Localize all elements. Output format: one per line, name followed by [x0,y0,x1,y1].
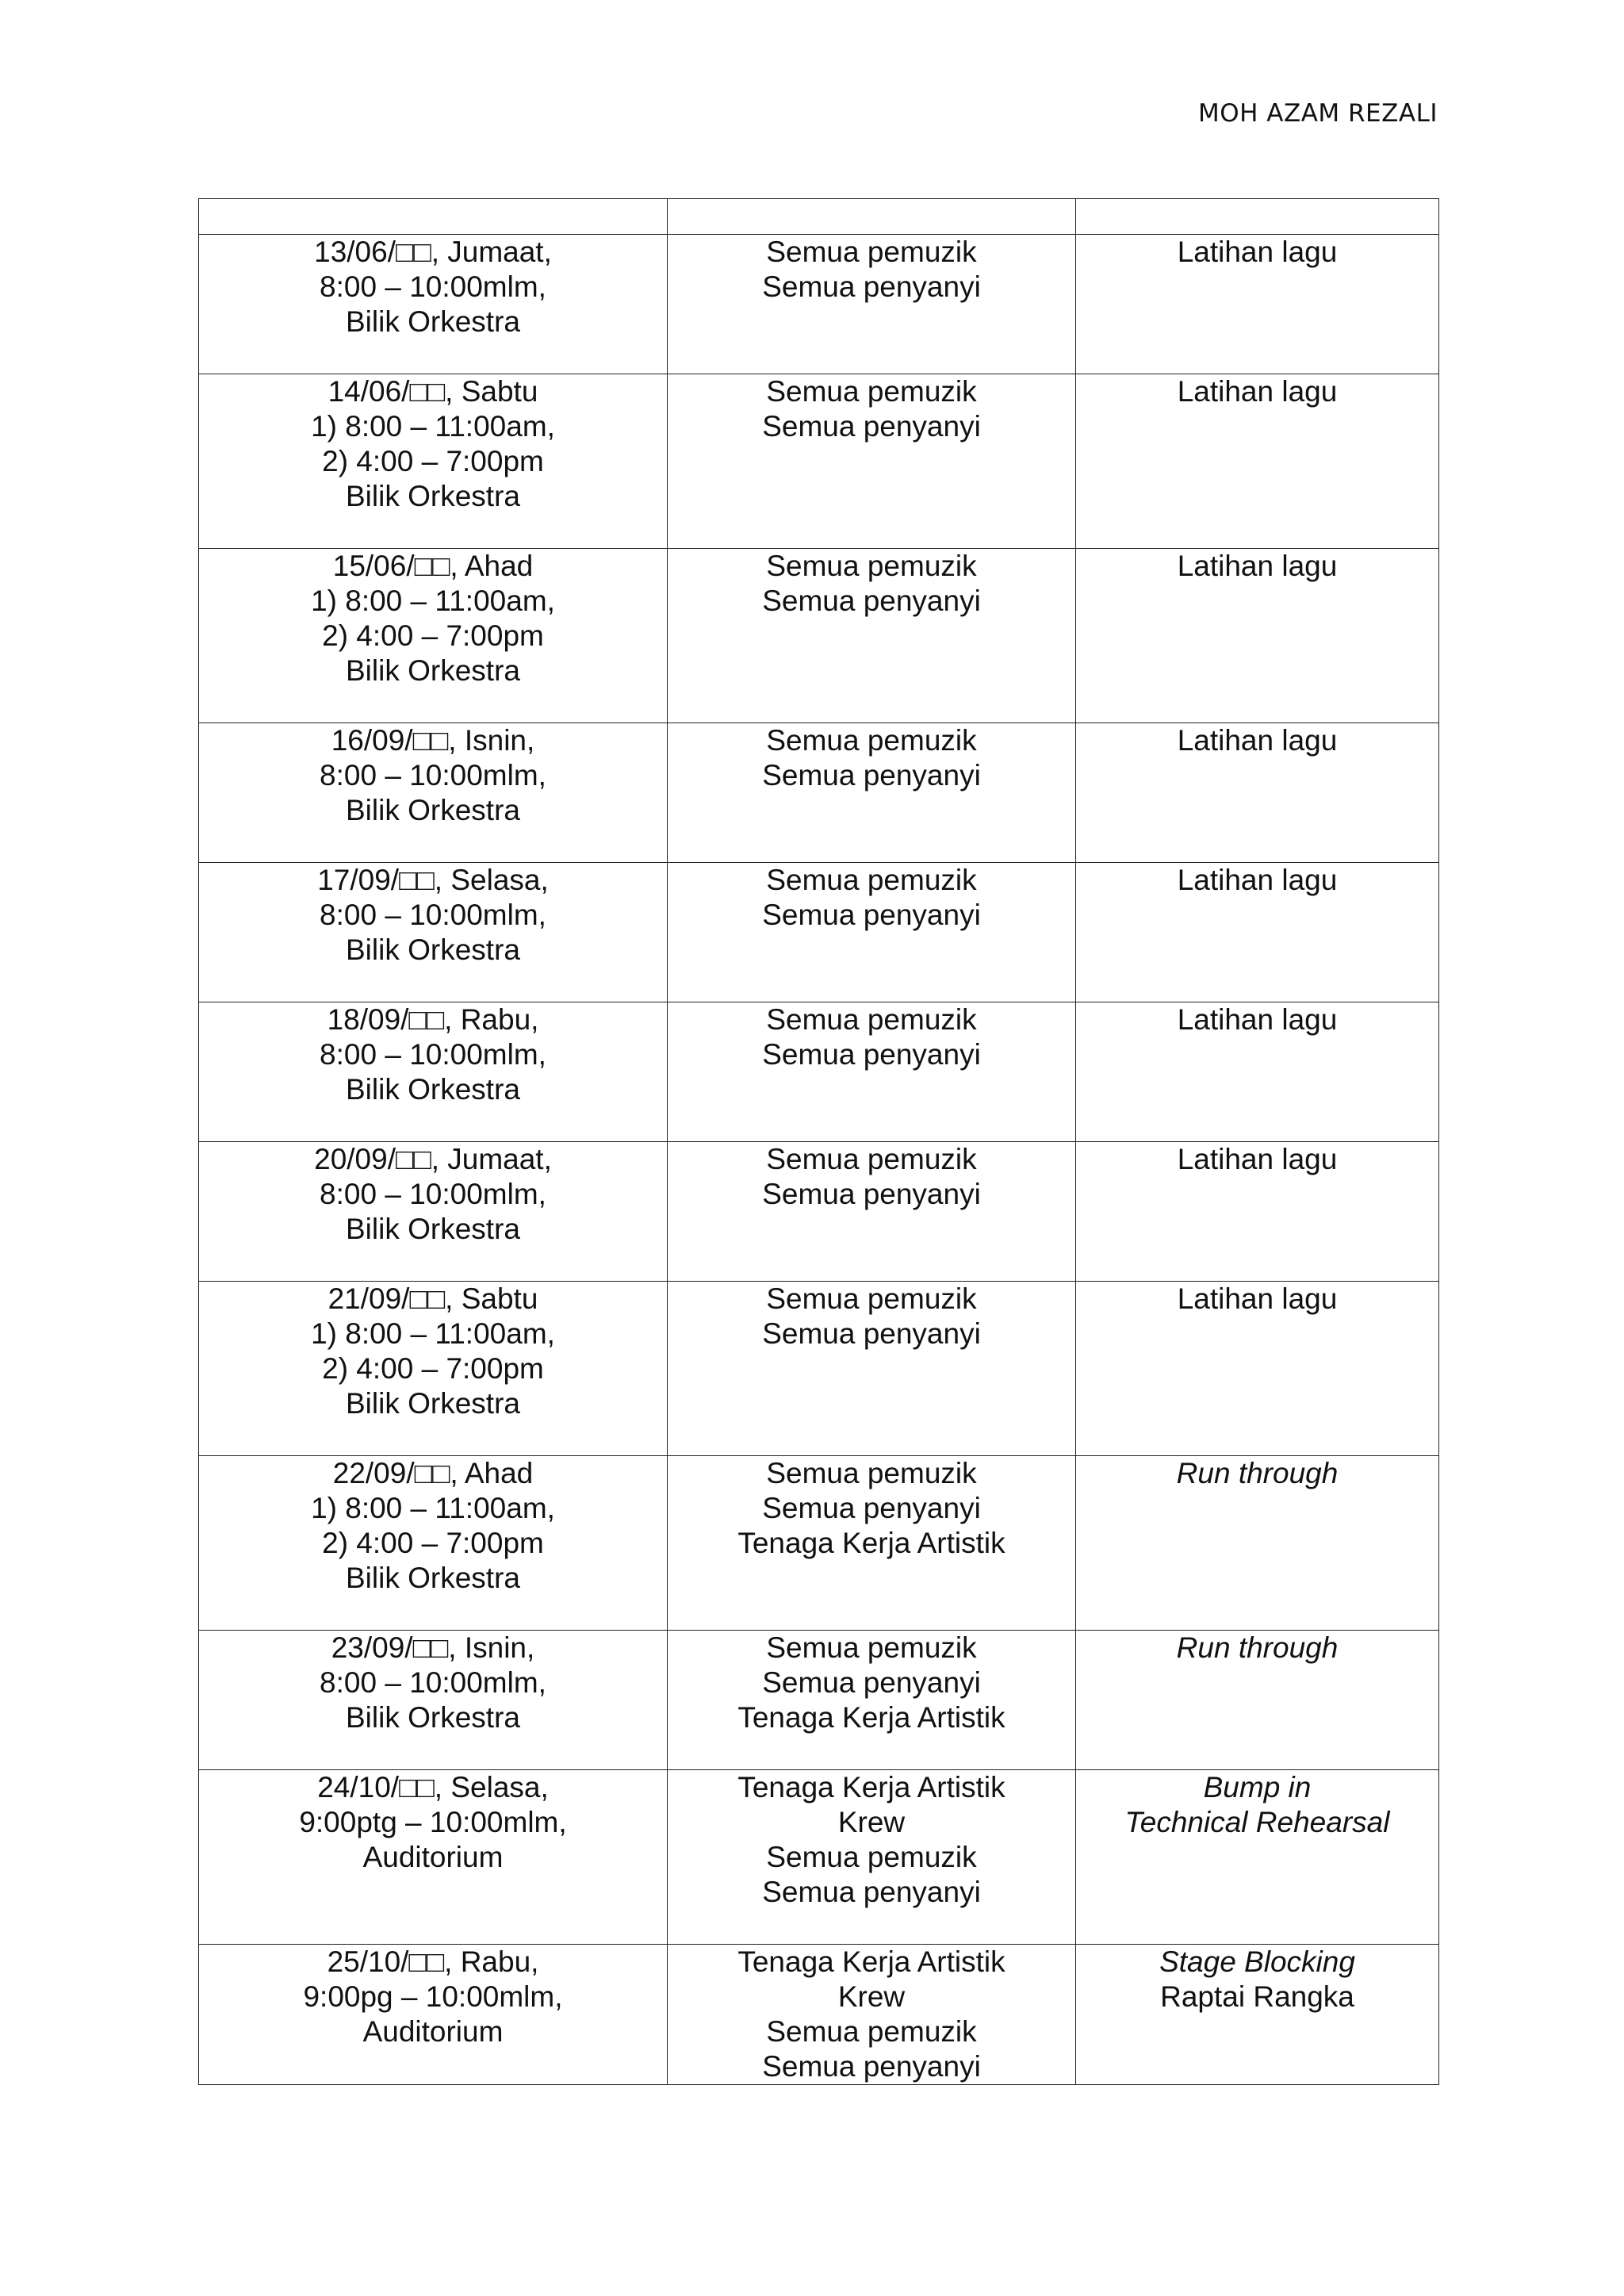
table-row [199,723,1439,863]
cell-date-time-venue [199,1456,668,1631]
table-row [199,1631,1439,1770]
cell-participants-line: Tenaga Kerja Artistik [737,1701,1005,1734]
cell-participants-line: Semua pemuzik [766,236,977,268]
header-cell-who [668,199,1076,235]
cell-date-time-venue-line: Auditorium [362,1841,504,1873]
cell-date-time-venue-line: 1) 8:00 – 11:00am, [311,410,555,443]
cell-activity-line: Latihan lagu [1177,236,1338,268]
cell-date-time-venue-line: Bilik Orkestra [346,1701,520,1734]
cell-date-time-venue-line: 15/06/□□, Ahad [332,550,534,582]
cell-date-time-venue-line: 1) 8:00 – 11:00am, [311,1317,555,1350]
table-row [199,1002,1439,1142]
cell-participants-line: Semua penyanyi [762,2050,981,2083]
cell-participants [668,1002,1076,1142]
cell-date-time-venue-line: Bilik Orkestra [346,305,520,338]
cell-participants [668,1631,1076,1770]
cell-date-time-venue-line: Bilik Orkestra [346,1387,520,1420]
table-row [199,1770,1439,1945]
cell-date-time-venue-line: 18/09/□□, Rabu, [327,1003,539,1036]
cell-participants-line: Tenaga Kerja Artistik [737,1771,1005,1803]
cell-date-time-venue-line: Bilik Orkestra [346,933,520,966]
cell-date-time-venue-line: 24/10/□□, Selasa, [317,1771,549,1803]
cell-participants [668,374,1076,549]
cell-participants-line: Semua penyanyi [762,270,981,303]
cell-activity [1076,1945,1439,2085]
cell-participants [668,235,1076,374]
cell-activity [1076,549,1439,723]
cell-activity [1076,863,1439,1002]
header-cell-when [199,199,668,235]
table-row [199,1142,1439,1282]
cell-participants-line: Semua pemuzik [766,724,977,757]
cell-date-time-venue-line: Bilik Orkestra [346,654,520,687]
cell-date-time-venue-line: 20/09/□□, Jumaat, [314,1143,552,1175]
cell-date-time-venue-line: 9:00ptg – 10:00mlm, [299,1806,567,1838]
cell-participants [668,863,1076,1002]
cell-date-time-venue-line: 1) 8:00 – 11:00am, [311,585,555,617]
cell-participants-line: Semua pemuzik [766,1003,977,1036]
table-row [199,235,1439,374]
table-header-row [199,199,1439,235]
cell-date-time-venue-line: 2) 4:00 – 7:00pm [322,1352,544,1385]
cell-participants [668,1770,1076,1945]
cell-participants [668,1456,1076,1631]
cell-participants-line: Krew [837,1980,906,2013]
cell-date-time-venue-line: 2) 4:00 – 7:00pm [322,619,544,652]
cell-date-time-venue-line: 25/10/□□, Rabu, [327,1945,539,1978]
cell-date-time-venue-line: 2) 4:00 – 7:00pm [322,445,544,477]
cell-date-time-venue-line: Bilik Orkestra [346,794,520,826]
cell-participants-line: Tenaga Kerja Artistik [737,1945,1005,1978]
cell-activity-line: Latihan lagu [1177,1282,1338,1315]
cell-participants [668,1945,1076,2085]
cell-participants [668,1142,1076,1282]
cell-date-time-venue-line: 9:00pg – 10:00mlm, [303,1980,563,2013]
cell-activity-line: Run through [1176,1631,1339,1664]
cell-date-time-venue-line: Bilik Orkestra [346,480,520,512]
cell-activity-line: Latihan lagu [1177,1143,1338,1175]
cell-participants-line: Semua penyanyi [762,410,981,443]
cell-date-time-venue-line: 14/06/□□, Sabtu [327,375,538,408]
cell-participants-line: Semua pemuzik [766,1457,977,1489]
cell-date-time-venue-line: 16/09/□□, Isnin, [331,724,535,757]
cell-activity-line: Technical Rehearsal [1124,1806,1390,1838]
cell-date-time-venue-line: 21/09/□□, Sabtu [327,1282,538,1315]
cell-date-time-venue [199,549,668,723]
cell-participants-line: Semua pemuzik [766,1143,977,1175]
schedule-table [198,198,1439,2085]
cell-participants-line: Semua penyanyi [762,1038,981,1071]
cell-date-time-venue-line: 8:00 – 10:00mlm, [320,1666,546,1699]
cell-activity [1076,235,1439,374]
cell-activity [1076,1282,1439,1456]
cell-participants-line: Semua pemuzik [766,375,977,408]
table-row [199,1945,1439,2085]
cell-participants-line: Tenaga Kerja Artistik [737,1527,1005,1559]
cell-date-time-venue-line: 8:00 – 10:00mlm, [320,1178,546,1210]
cell-activity-line: Latihan lagu [1177,724,1338,757]
cell-date-time-venue-line: Bilik Orkestra [346,1562,520,1594]
cell-date-time-venue [199,723,668,863]
cell-activity [1076,374,1439,549]
cell-activity-line: Stage Blocking [1159,1945,1355,1978]
cell-activity [1076,1002,1439,1142]
cell-activity-line: Bump in [1203,1771,1312,1803]
cell-participants-line: Krew [837,1806,906,1838]
cell-date-time-venue-line: 2) 4:00 – 7:00pm [322,1527,544,1559]
cell-activity [1076,1770,1439,1945]
schedule-table-body [199,199,1439,2085]
cell-date-time-venue-line: 8:00 – 10:00mlm, [320,759,546,792]
cell-participants-line: Semua pemuzik [766,1841,977,1873]
cell-activity-line: Run through [1176,1457,1339,1489]
cell-activity [1076,723,1439,863]
cell-participants-line: Semua penyanyi [762,1876,981,1908]
cell-participants-line: Semua penyanyi [762,1317,981,1350]
cell-participants-line: Semua penyanyi [762,1666,981,1699]
cell-activity-line: Latihan lagu [1177,864,1338,896]
cell-date-time-venue [199,1142,668,1282]
table-row [199,549,1439,723]
header-cell-activity [1076,199,1439,235]
cell-date-time-venue-line: 22/09/□□, Ahad [332,1457,534,1489]
cell-participants-line: Semua penyanyi [762,899,981,931]
cell-date-time-venue [199,1631,668,1770]
cell-participants [668,549,1076,723]
cell-date-time-venue [199,1945,668,2085]
cell-date-time-venue-line: 8:00 – 10:00mlm, [320,270,546,303]
cell-date-time-venue-line: 23/09/□□, Isnin, [331,1631,535,1664]
cell-participants-line: Semua pemuzik [766,2015,977,2048]
cell-activity-line: Raptai Rangka [1160,1980,1354,2013]
cell-activity [1076,1456,1439,1631]
page-header-author: MOH AZAM REZALI [1197,99,1438,128]
cell-date-time-venue [199,1282,668,1456]
cell-participants-line: Semua penyanyi [762,1178,981,1210]
cell-date-time-venue [199,374,668,549]
cell-date-time-venue-line: 8:00 – 10:00mlm, [320,1038,546,1071]
cell-activity-line: Latihan lagu [1177,1003,1338,1036]
cell-date-time-venue [199,1002,668,1142]
cell-date-time-venue-line: Bilik Orkestra [346,1073,520,1106]
cell-participants-line: Semua pemuzik [766,864,977,896]
cell-date-time-venue [199,863,668,1002]
table-row [199,374,1439,549]
cell-participants-line: Semua pemuzik [766,1282,977,1315]
cell-participants-line: Semua penyanyi [762,1492,981,1524]
cell-activity-line: Latihan lagu [1177,550,1338,582]
cell-date-time-venue-line: Bilik Orkestra [346,1213,520,1245]
cell-participants [668,723,1076,863]
cell-participants-line: Semua pemuzik [766,550,977,582]
cell-date-time-venue-line: 17/09/□□, Selasa, [317,864,549,896]
table-row [199,1456,1439,1631]
cell-date-time-venue-line: 8:00 – 10:00mlm, [320,899,546,931]
cell-participants-line: Semua pemuzik [766,1631,977,1664]
table-row [199,1282,1439,1456]
cell-date-time-venue-line: 13/06/□□, Jumaat, [314,236,552,268]
cell-activity-line: Latihan lagu [1177,375,1338,408]
cell-participants [668,1282,1076,1456]
cell-participants-line: Semua penyanyi [762,585,981,617]
cell-date-time-venue [199,1770,668,1945]
cell-date-time-venue-line: 1) 8:00 – 11:00am, [311,1492,555,1524]
cell-date-time-venue [199,235,668,374]
cell-participants-line: Semua penyanyi [762,759,981,792]
table-row [199,863,1439,1002]
cell-activity [1076,1142,1439,1282]
cell-date-time-venue-line: Auditorium [362,2015,504,2048]
cell-activity [1076,1631,1439,1770]
